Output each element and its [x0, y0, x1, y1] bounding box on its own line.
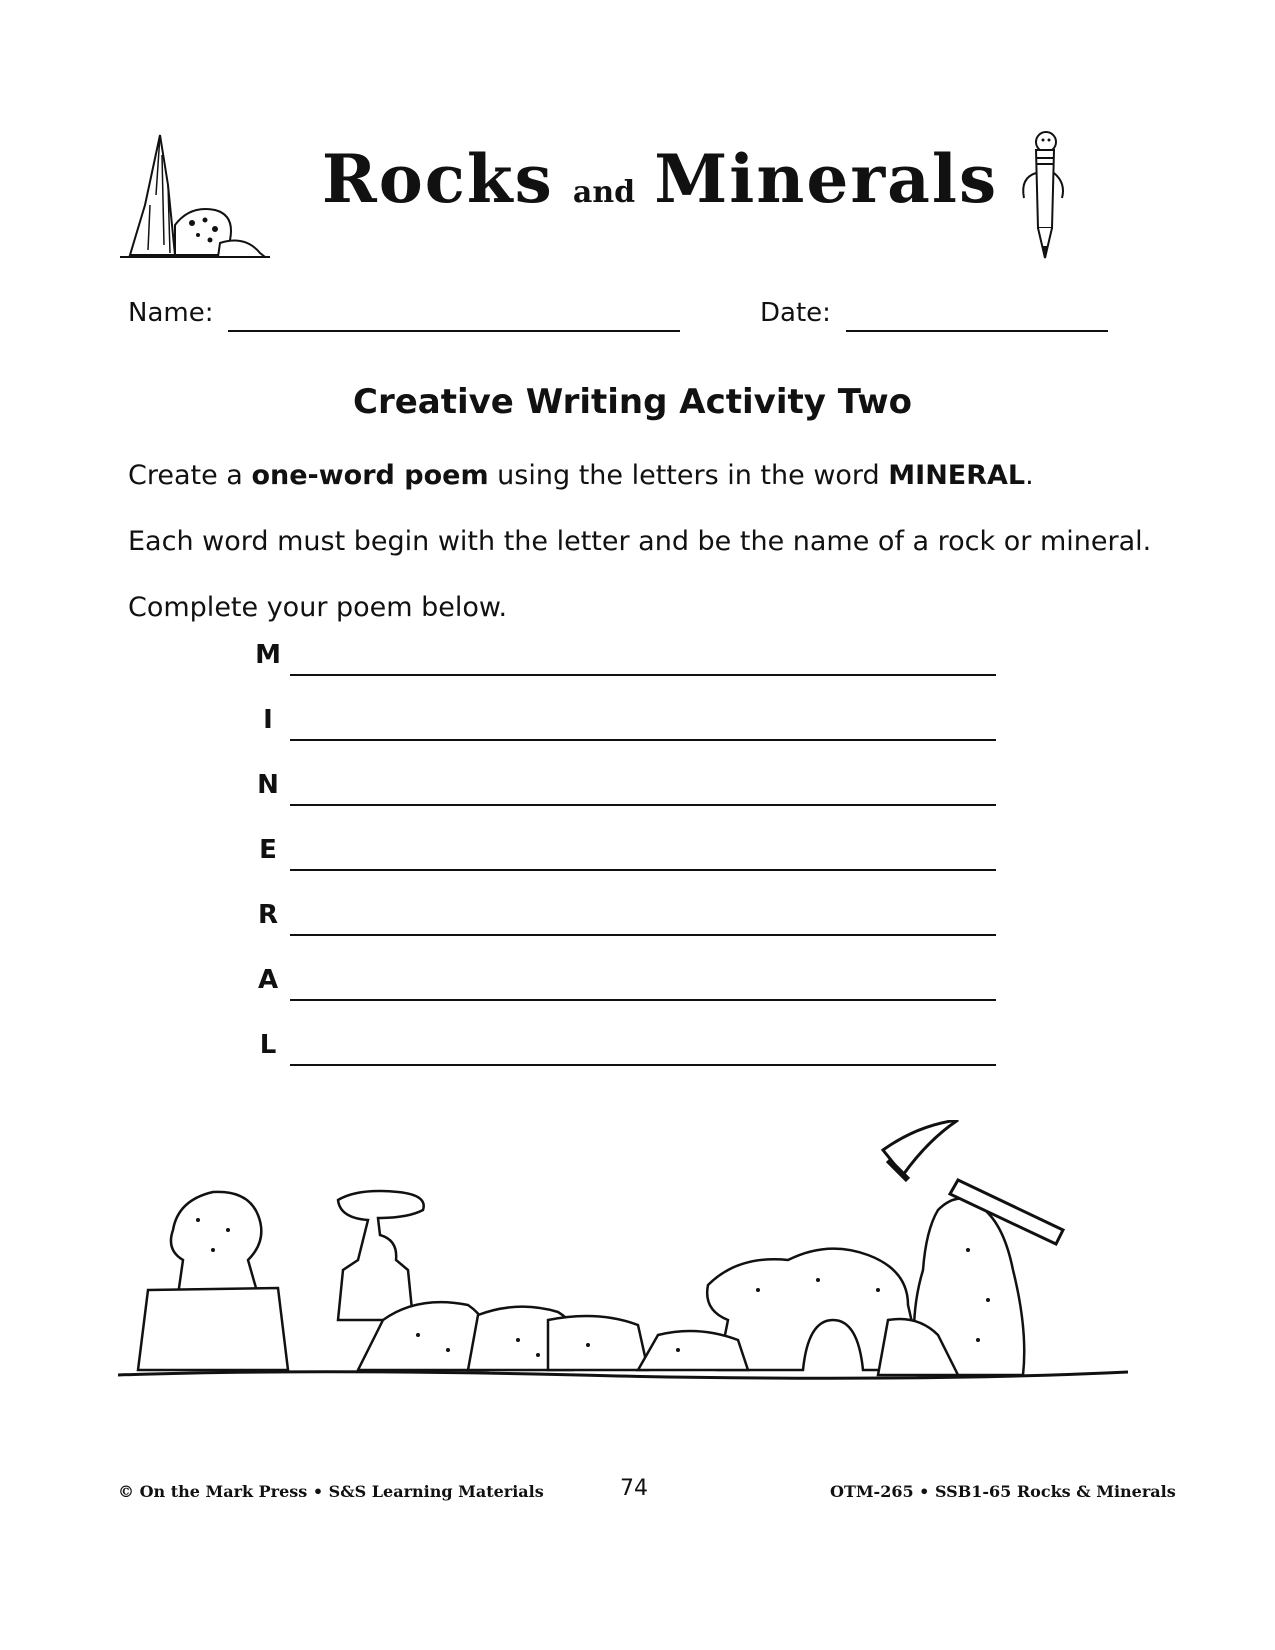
poem-row	[248, 1030, 1008, 1070]
footer-copyright: © On the Mark Press • S&S Learning Materials	[118, 1482, 544, 1501]
poem-answer-line[interactable]	[290, 934, 996, 936]
name-field[interactable]	[228, 330, 680, 332]
poem-letter: A	[257, 965, 279, 995]
instruction-text: using the letters in the word	[488, 460, 889, 491]
poem-answer-line[interactable]	[290, 1064, 996, 1066]
pencil-character-icon	[1006, 128, 1076, 272]
poem-row	[248, 965, 1008, 1005]
poem-answer-line[interactable]	[290, 804, 996, 806]
poem-row	[248, 835, 1008, 875]
poem-letter: R	[257, 900, 279, 930]
poem-row	[248, 900, 1008, 940]
instruction-bold-word: MINERAL	[888, 460, 1026, 491]
date-field[interactable]	[846, 330, 1108, 332]
footer-product-code: OTM-265 • SSB1-65 Rocks & Minerals	[830, 1482, 1176, 1501]
poem-row	[248, 705, 1008, 745]
poem-letter: L	[259, 1030, 277, 1060]
poem-letter: M	[255, 640, 281, 670]
poem-letter: I	[263, 705, 273, 735]
poem-letter: E	[259, 835, 277, 865]
page-title	[300, 140, 1020, 240]
title-word-minerals: Minerals	[654, 140, 999, 218]
rock-landscape-icon	[118, 1120, 1138, 1414]
poem-answer-line[interactable]	[290, 999, 996, 1001]
poem-answer-line[interactable]	[290, 739, 996, 741]
page-number: 74	[620, 1476, 648, 1501]
poem-answer-line[interactable]	[290, 674, 996, 676]
poem-letter: N	[257, 770, 279, 800]
title-word-and: and	[572, 175, 636, 210]
rock-spire-icon	[120, 125, 270, 269]
name-label: Name:	[128, 298, 214, 328]
activity-heading: Creative Writing Activity Two	[353, 382, 912, 422]
poem-row	[248, 640, 1008, 680]
instruction-text: Create a	[128, 460, 252, 491]
instruction-line-2: Each word must begin with the letter and be the name of a rock or mineral.	[128, 526, 1152, 557]
poem-row	[248, 770, 1008, 810]
instruction-bold-phrase: one-word poem	[251, 460, 489, 491]
instruction-text: .	[1025, 460, 1034, 491]
instruction-line-3: Complete your poem below.	[128, 592, 508, 623]
date-label: Date:	[760, 298, 831, 328]
title-word-rocks: Rocks	[321, 140, 554, 218]
instruction-line-1	[128, 460, 1034, 491]
poem-answer-line[interactable]	[290, 869, 996, 871]
